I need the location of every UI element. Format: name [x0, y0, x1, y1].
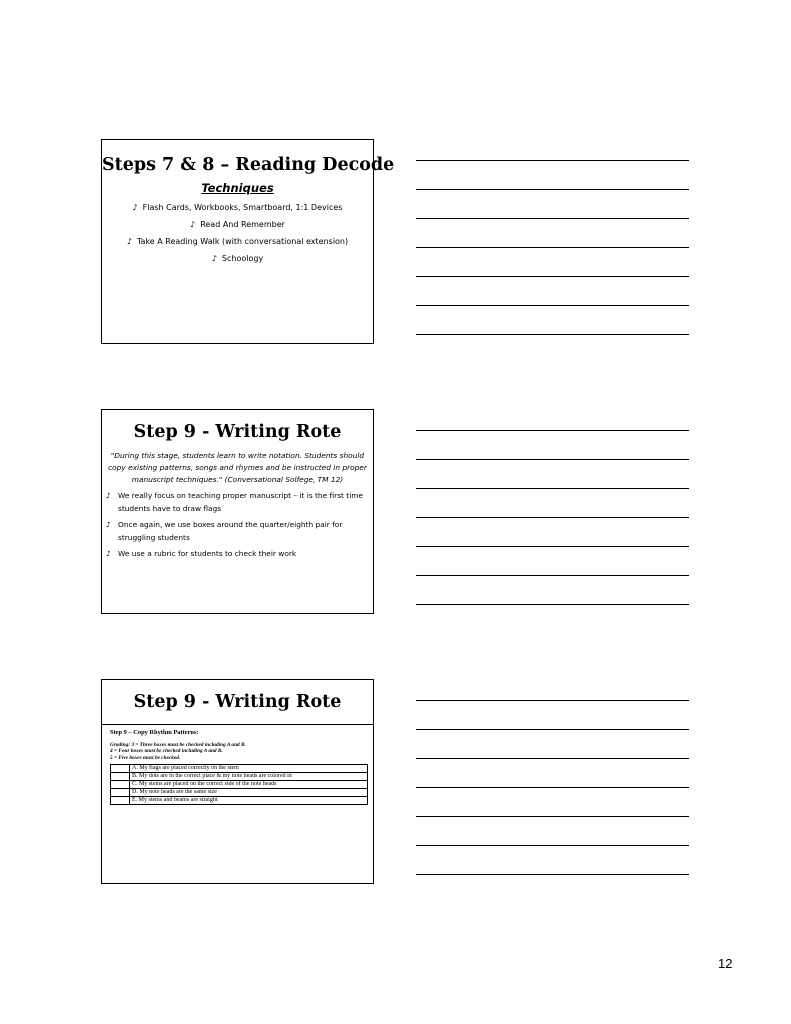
rubric-heading: Step 9 – Copy Rhythm Patterns: [110, 729, 199, 736]
grading-line: Grading: 3 = Three boxes must be checked including A and B. [110, 742, 246, 748]
list-item: ♪ Once again, we use boxes around the quarter/eighth pair for struggling students [106, 520, 343, 542]
note-line [416, 488, 689, 489]
rubric-criterion: A. My flags are placed correctly on the stem [130, 765, 368, 773]
table-row [111, 789, 368, 797]
note-line [416, 160, 689, 161]
note-line [416, 334, 689, 335]
rubric-criterion: D. My note heads are the same size [130, 789, 368, 797]
grading-line: 5 = Five boxes must be checked. [110, 754, 181, 761]
slide-writing-rote-rubric [101, 679, 374, 884]
grading-notes [110, 742, 373, 761]
note-line [416, 575, 689, 576]
note-line [416, 700, 689, 701]
note-line [416, 816, 689, 817]
rubric-criterion: E. My stems and beams are straight [130, 797, 368, 805]
rubric-criterion: B. My dots are in the correct place & my note heads are colored in [130, 773, 368, 781]
slide-writing-rote [101, 409, 374, 614]
list-item: ♪ Read And Remember [190, 220, 285, 229]
table-row [111, 773, 368, 781]
note-line [416, 305, 689, 306]
note-line [416, 874, 689, 875]
bullet-list [102, 489, 373, 560]
table-row [111, 781, 368, 789]
note-line [416, 787, 689, 788]
page-number: 12 [718, 956, 733, 971]
note-line [416, 459, 689, 460]
music-note-icon: ♪ [106, 520, 111, 529]
note-line [416, 845, 689, 846]
music-note-icon: ♪ [106, 549, 111, 558]
note-line [416, 247, 689, 248]
list-item: ♪ We use a rubric for students to check their work [106, 549, 297, 558]
grading-line: 4 = Four boxes must be checked including A and B. [110, 748, 223, 755]
rubric-table [110, 764, 368, 805]
note-line [416, 546, 689, 547]
note-line [416, 276, 689, 277]
slide-subheading: Techniques [201, 181, 274, 195]
rubric-criterion: C. My stems are placed on the correct side of the note heads [130, 781, 368, 789]
music-note-icon: ♪ [106, 491, 111, 500]
note-line [416, 517, 689, 518]
slide-title: Steps 7 & 8 – Reading Decode [102, 155, 395, 175]
checkbox-cell[interactable] [111, 797, 130, 805]
list-item: ♪ Schoology [211, 254, 264, 263]
music-note-icon: ♪ [132, 203, 138, 212]
note-line [416, 729, 689, 730]
note-line [416, 758, 689, 759]
note-line [416, 218, 689, 219]
note-line [416, 189, 689, 190]
note-line [416, 430, 689, 431]
technique-list [102, 199, 373, 267]
checkbox-cell[interactable] [111, 781, 130, 789]
table-row [111, 797, 368, 805]
table-row [111, 765, 368, 773]
slide-title: Step 9 - Writing Rote [133, 692, 342, 712]
slide-title: Step 9 - Writing Rote [133, 422, 342, 442]
checkbox-cell[interactable] [111, 765, 130, 773]
slide-reading-decode [101, 139, 395, 344]
checkbox-cell[interactable] [111, 773, 130, 781]
note-line [416, 604, 689, 605]
music-note-icon: ♪ [126, 237, 132, 246]
list-item: ♪ Take A Reading Walk (with conversational extension) [126, 237, 349, 246]
slide-quote: "During this stage, students learn to write notation. Students should copy existing patterns, songs and rhymes and be instructed in proper manuscript techniques." (Conversational Solfege, TM 12) [108, 451, 367, 484]
list-item: ♪ Flash Cards, Workbooks, Smartboard, 1:1 Devices [132, 203, 343, 212]
list-item: ♪ We really focus on teaching proper manuscript – it is the first time students have to draw flags [106, 491, 363, 513]
checkbox-cell[interactable] [111, 789, 130, 797]
music-note-icon: ♪ [211, 254, 217, 263]
music-note-icon: ♪ [190, 220, 196, 229]
rubric-section [102, 725, 373, 805]
